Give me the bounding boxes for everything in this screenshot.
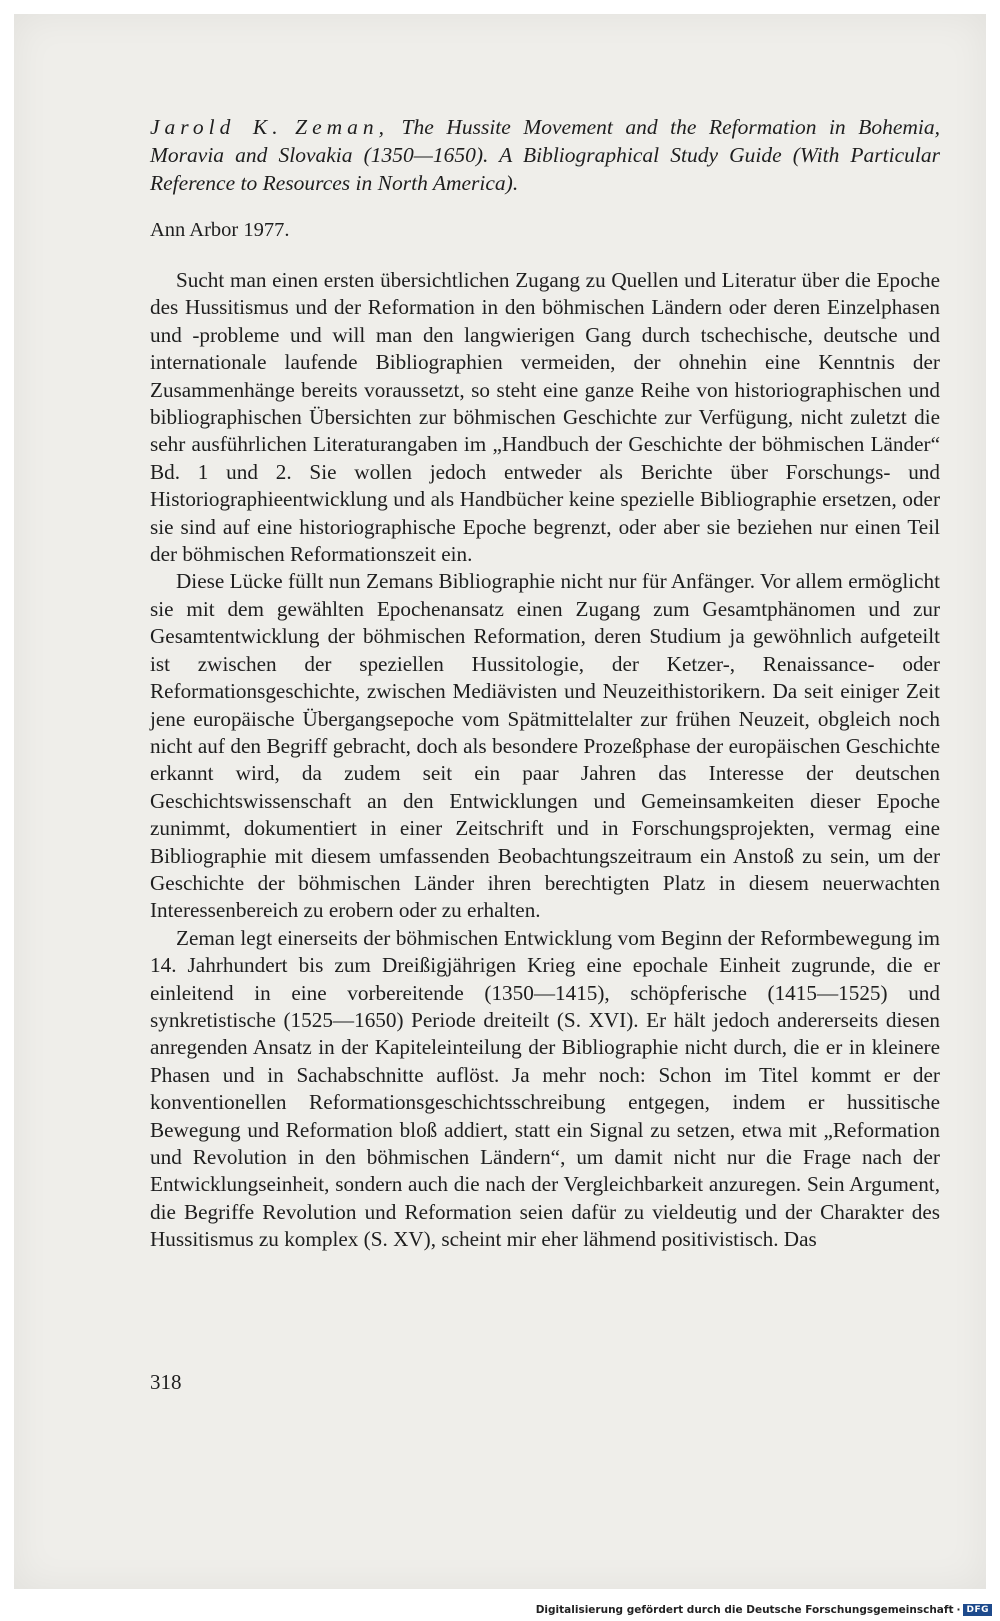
dfg-logo-icon: DFG	[963, 1604, 992, 1616]
page-number: 318	[150, 1370, 182, 1394]
imprint-line: Ann Arbor 1977.	[150, 219, 290, 241]
digitization-credit-text: Digitalisierung gefördert durch die Deutsche Forschungsgemeinschaft	[535, 1604, 954, 1616]
author-last-name: Zeman,	[295, 115, 390, 139]
review-paragraph-2: Diese Lücke füllt nun Zemans Bibliographie nicht nur für Anfänger. Vor allem ermöglicht sie mit dem gewählten Epochenansatz einen Zugang zum Gesamtphänomen und zur Gesamtentwicklung der böhmischen Reformation, deren Studium ja gewöhnlich aufgeteilt ist zwischen der speziellen Hussitologie, der Ketzer-, Renaissance- oder Reformationsgeschichte, zwischen Mediävisten und Neuzeithistorikern. Da seit einiger Zeit jene europäische Übergangsepoche vom Spätmittelalter zur frühen Neuzeit, obgleich noch nicht auf den Begriff gebracht, doch als besondere Prozeßphase der europäischen Geschichte erkannt wird, da zudem seit ein paar Jahren das Interesse der deutschen Geschichtswissenschaft an den Entwicklungen und Gemeinsamkeiten dieser Epoche zunimmt, dokumentiert in einer Zeitschrift und in Forschungsprojekten, vermag eine Bibliographie mit diesem umfassenden Beobachtungszeitraum ein Anstoß zu sein, um der Geschichte der böhmischen Länder ihren berechtigten Platz in diesem neuerwachten Interessenbereich zu erobern oder zu erhalten.	[150, 569, 940, 923]
bibliographic-entry	[150, 113, 940, 197]
review-paragraph-1: Sucht man einen ersten übersichtlichen Zugang zu Quellen und Literatur über die Epoche des Hussitismus und der Reformation in den böhmischen Ländern oder deren Einzelphasen und -probleme und will man den langwierigen Gang durch tschechische, deutsche und internationale laufende Bibliographien vermeiden, der ohnehin eine Kenntnis der Zusammenhänge bereits voraussetzt, so steht eine ganze Reihe von historiographischen und bibliographischen Übersichten zur böhmischen Geschichte zur Verfügung, nicht zuletzt die sehr ausführlichen Literaturangaben im „Handbuch der Geschichte der böhmischen Länder“ Bd. 1 und 2. Sie wollen jedoch entweder als Berichte über Forschungs- und Historiographieentwicklung und als Handbücher keine spezielle Bibliographie ersetzen, oder sie sind auf eine historiographische Epoche begrenzt, oder aber sie beziehen nur einen Teil der böhmischen Reformationszeit ein.	[150, 268, 940, 567]
review-paragraph-3: Zeman legt einerseits der böhmischen Entwicklung vom Beginn der Reformbewegung im 14. Jahrhundert bis zum Dreißigjährigen Krieg eine epochale Einheit zugrunde, die er einleitend in eine vorbereitende (1350—1415), schöpferische (1415—1525) und synkretistische (1525—1650) Periode dreiteilt (S. XVI). Er hält jedoch andererseits diesen anregenden Ansatz in der Kapiteleinteilung der Bibliographie nicht durch, die er in kleinere Phasen und in Sachabschnitte auflöst. Ja mehr noch: Schon im Titel kommt er der konventionellen Reformationsgeschichtsschreibung entgegen, indem er hussitische Bewegung und Reformation bloß addiert, statt ein Signal zu setzen, etwa mit „Reformation und Revolution in den böhmischen Ländern“, um damit nicht nur die Frage nach der Entwicklungseinheit, sondern auch die nach der Vergleichbarkeit anzuregen. Sein Argument, die Begriffe Revolution und Reformation seien dafür zu vieldeutig und der Charakter des Hussitismus zu komplex (S. XV), scheint mir eher lähmend positivistisch. Das	[150, 925, 940, 1252]
digitization-credit: Digitalisierung gefördert durch die Deutsche Forschungsgemeinschaft · DFG	[536, 1604, 992, 1616]
review-text	[150, 267, 940, 1254]
book-title: The Hussite Movement and the Reformation in Bohemia, Moravia and Slovakia (1350—1650). A Bibliographical Study Guide (With Particular Reference to Resources in North America).	[150, 115, 941, 195]
author-first-name: Jarold K.	[150, 115, 283, 139]
